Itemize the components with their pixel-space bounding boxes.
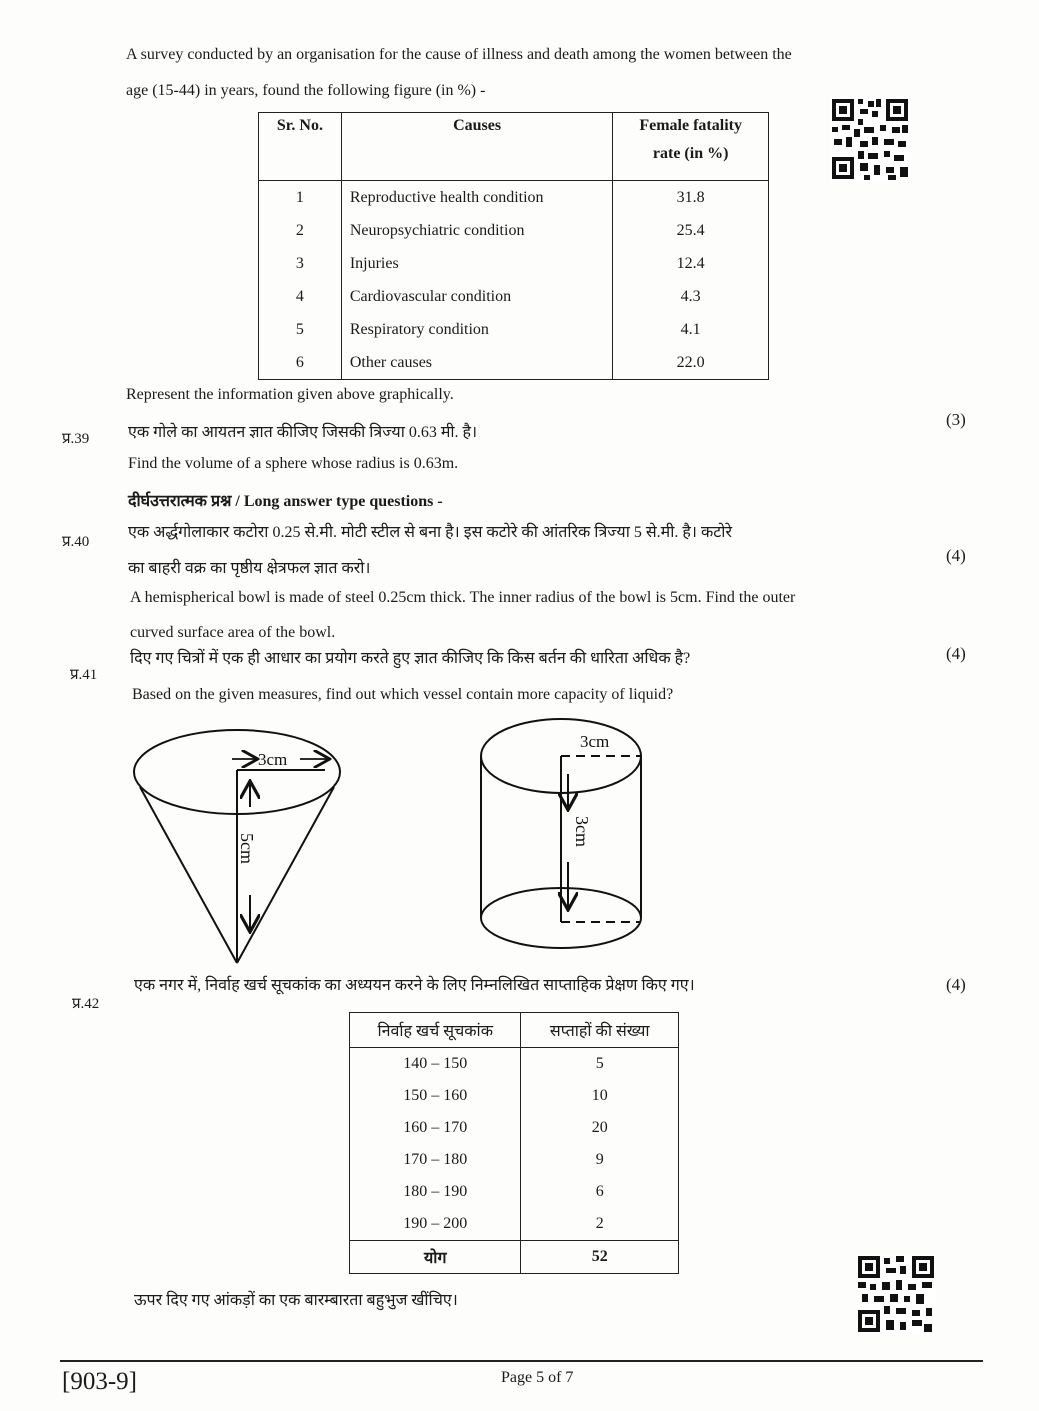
survey-table xyxy=(258,112,769,380)
q39-english: Find the volume of a sphere whose radius is 0.63m. xyxy=(128,455,459,472)
cell-sr: 6 xyxy=(259,346,342,380)
table-row xyxy=(350,1080,679,1112)
cell-cause: Cardiovascular condition xyxy=(341,280,612,313)
cell-count: 20 xyxy=(521,1112,679,1144)
table-row xyxy=(350,1112,679,1144)
q40-hindi-line-1: एक अर्द्धगोलाकार कटोरा 0.25 से.मी. मोटी स्टील से बना है। इस कटोरे की आंतरिक त्रिज्या 5 से.मी. है। कटोरे xyxy=(128,524,732,541)
q42-instruction: ऊपर दिए गए आंकड़ों का एक बारम्बारता बहुभुज खींचिए। xyxy=(134,1292,458,1309)
table-row xyxy=(259,313,769,346)
table-row xyxy=(350,1144,679,1176)
q40-hindi-line-2: का बाहरी वक्र का पृष्ठीय क्षेत्रफल ज्ञात करो। xyxy=(128,560,371,577)
cell-sr: 2 xyxy=(259,214,342,247)
cell-cause: Neuropsychiatric condition xyxy=(341,214,612,247)
table-row xyxy=(259,280,769,313)
table-row xyxy=(259,214,769,247)
header-fatality-line-2: rate (in %) xyxy=(652,145,729,162)
header-weeks: सप्ताहों की संख्या xyxy=(521,1013,679,1048)
q40-english-line-1: A hemispherical bowl is made of steel 0.25cm thick. The inner radius of the bowl is 5cm. Find the outer xyxy=(130,589,796,606)
cell-total-label: योग xyxy=(350,1241,521,1274)
table-total-row xyxy=(350,1241,679,1274)
cylinder-figure xyxy=(470,712,660,962)
q41-english: Based on the given measures, find out which vessel contain more capacity of liquid? xyxy=(132,686,674,703)
q40-marks: (4) xyxy=(946,546,966,565)
cell-total-value: 52 xyxy=(521,1241,679,1274)
cell-range: 150 – 160 xyxy=(350,1080,521,1112)
cell-count: 10 xyxy=(521,1080,679,1112)
q42-hindi: एक नगर में, निर्वाह खर्च सूचकांक का अध्ययन करने के लिए निम्नलिखित साप्ताहिक प्रेक्षण किए गए। xyxy=(134,977,695,994)
table-row xyxy=(259,346,769,380)
table-header-row xyxy=(259,113,769,181)
q41-hindi: दिए गए चित्रों में एक ही आधार का प्रयोग करते हुए ज्ञात कीजिए कि किस बर्तन की धारिता अधिक है? xyxy=(130,650,691,667)
cell-rate: 22.0 xyxy=(613,346,769,380)
header-causes: Causes xyxy=(341,113,612,181)
q39-marks: (3) xyxy=(946,410,966,429)
q40-english-line-2: curved surface area of the bowl. xyxy=(130,624,336,641)
cell-count: 9 xyxy=(521,1144,679,1176)
intro-line-2: age (15-44) in years, found the following figure (in %) - xyxy=(126,82,486,99)
table-row xyxy=(350,1176,679,1208)
q41-number: प्र.41 xyxy=(70,667,98,683)
q42-marks: (4) xyxy=(946,975,966,994)
table-row xyxy=(259,247,769,280)
table-row xyxy=(259,181,769,215)
header-fatality xyxy=(613,113,769,181)
page-number: Page 5 of 7 xyxy=(501,1369,574,1386)
intro-line-1: A survey conducted by an organisation for the cause of illness and death among the women between the xyxy=(126,46,792,63)
q39-hindi: एक गोले का आयतन ज्ञात कीजिए जिसकी त्रिज्या 0.63 मी. है। xyxy=(128,424,478,441)
section-heading: दीर्घउत्तरात्मक प्रश्न / Long answer type questions - xyxy=(128,493,443,510)
cylinder-radius-label: 3cm xyxy=(580,732,610,751)
cell-cause: Injuries xyxy=(341,247,612,280)
cell-range: 160 – 170 xyxy=(350,1112,521,1144)
q40-number: प्र.40 xyxy=(62,534,90,550)
cone-figure xyxy=(120,725,350,975)
cell-range: 180 – 190 xyxy=(350,1176,521,1208)
cell-range: 190 – 200 xyxy=(350,1208,521,1241)
cone-height-label: 5cm xyxy=(237,833,257,864)
cell-rate: 4.3 xyxy=(613,280,769,313)
qr-code-bottom-icon xyxy=(856,1254,936,1334)
qr-code-top-icon xyxy=(830,97,910,181)
table-row xyxy=(350,1048,679,1081)
cell-rate: 31.8 xyxy=(613,181,769,215)
header-sr-no: Sr. No. xyxy=(259,113,342,181)
cell-rate: 4.1 xyxy=(613,313,769,346)
cell-cause: Reproductive health condition xyxy=(341,181,612,215)
represent-text: Represent the information given above graphically. xyxy=(126,386,454,403)
cell-count: 5 xyxy=(521,1048,679,1081)
cell-range: 140 – 150 xyxy=(350,1048,521,1081)
cell-count: 2 xyxy=(521,1208,679,1241)
cell-sr: 5 xyxy=(259,313,342,346)
cell-count: 6 xyxy=(521,1176,679,1208)
header-cost-index: निर्वाह खर्च सूचकांक xyxy=(350,1013,521,1048)
cell-rate: 12.4 xyxy=(613,247,769,280)
cone-radius-label: 3cm xyxy=(258,750,288,769)
cell-cause: Other causes xyxy=(341,346,612,380)
cell-rate: 25.4 xyxy=(613,214,769,247)
q42-number: प्र.42 xyxy=(72,996,100,1012)
cell-range: 170 – 180 xyxy=(350,1144,521,1176)
footer-divider xyxy=(60,1360,983,1362)
q39-number: प्र.39 xyxy=(62,431,90,447)
cylinder-height-label: 3cm xyxy=(572,816,592,847)
table-header-row xyxy=(350,1013,679,1048)
cell-sr: 3 xyxy=(259,247,342,280)
cell-sr: 1 xyxy=(259,181,342,215)
cost-index-table xyxy=(349,1012,679,1274)
cell-cause: Respiratory condition xyxy=(341,313,612,346)
q41-marks: (4) xyxy=(946,644,966,663)
cell-sr: 4 xyxy=(259,280,342,313)
table-row xyxy=(350,1208,679,1241)
paper-code: [903-9] xyxy=(62,1368,137,1395)
header-fatality-line-1: Female fatality xyxy=(639,117,742,134)
